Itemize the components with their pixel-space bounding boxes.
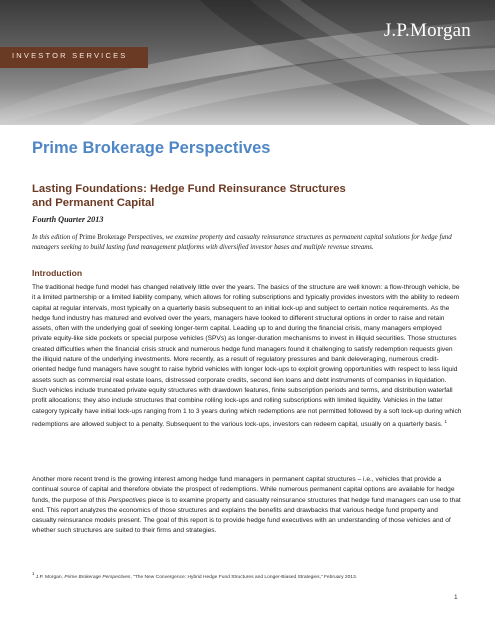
footnote-pre: J.P. Morgan, xyxy=(34,575,65,580)
report-subtitle xyxy=(32,182,462,210)
summary-pre: In this edition of xyxy=(32,234,80,241)
band-label: INVESTOR SERVICES xyxy=(12,51,128,60)
section-heading-introduction: Introduction xyxy=(32,268,83,278)
footnote xyxy=(32,571,357,580)
publication-title: Prime Brokerage Perspectives xyxy=(32,139,271,157)
paragraph-2-post: piece is to examine property and casualty reinsurance structures that hedge fund managers can use to that end. This report analyzes the economics of those structures and explains the benefits and drawbacks that various hedge fund property and casualty reinsurance models present. The goal of this report is to provide hedge fund executives with an understanding of those vehicles and of whether such structures are suited to their firms and strategies. xyxy=(32,496,461,535)
footnote-italic: Prime Brokerage Perspectives xyxy=(64,575,131,580)
jpmorgan-logo: J.P.Morgan xyxy=(383,20,471,41)
paragraph-2-italic: Perspectives xyxy=(108,496,146,504)
summary-publication: Prime Brokerage Perspectives xyxy=(79,234,163,241)
quarter-label: Fourth Quarter 2013 xyxy=(32,215,104,224)
page-number: 1 xyxy=(454,594,458,601)
paragraph-2-pre: Another more recent trend is the growing interest among hedge fund managers in permanent capital structures – i.e., vehicles that provide a continual source of capital and therefore obviate the prospect of redemptions. While numerous permanent capital options are available for hedge funds, the purpose of this xyxy=(32,476,455,504)
footnote-post: , “The New Convergence: Hybrid Hedge Fund Structures and Longer-Biased Strategies,” February 2013. xyxy=(130,575,358,580)
header-banner xyxy=(0,0,495,125)
investor-services-band xyxy=(0,47,148,68)
paragraph-1 xyxy=(32,283,462,430)
footnote-number: 1 xyxy=(32,571,35,576)
paragraph-2 xyxy=(32,475,462,537)
document-body xyxy=(32,139,462,535)
summary-post: , we examine property and casualty reinsurance structures as permanent capital solutions for hedge fund managers seeking to build lasting fund management platforms with diversified investor bases and multiple revenue streams. xyxy=(32,234,452,252)
footnote-ref-1[interactable]: 1 xyxy=(444,418,447,424)
edition-summary xyxy=(32,233,462,254)
paragraph-1-text: The traditional hedge fund model has changed relatively little over the years. The basics of the structure are well known: a flow-through vehicle, be it a limited partnership or a limited liability company, which allows for rolling subscriptions and typically provides investors with the ability to redeem capital at regular intervals, most typically on a quarterly basis subsequent to an initial lock-up and subject to certain notice requirements. As the hedge fund industry has matured and evolved over the years, managers have looked to different structural options in order to raise and retain assets, often with the underlying goal of seeking longer-term capital. Leading up to and during the financial crisis, many managers employed private equity-like side pockets or special purpose vehicles (SPVs) as longer-duration mechanisms to invest in illiquid securities. Those structures created difficulties when the financial crisis struck and numerous hedge fund managers found it challenging to satisfy redemption requests given the illiquid nature of the underlying investments. More recently, as a result of regulatory pressures and bank deleveraging, numerous credit-oriented hedge fund managers have sought to raise hybrid vehicles with longer lock-ups to exploit growing opportunities with respect to less liquid assets such as commercial real estate loans, distressed corporate credits, second lien loans and debt instruments of companies in liquidation. Such vehicles include truncated private equity structures with drawdown features, finite subscription periods and terms, and distribution waterfall profit allocations; they also include structures that combine rolling lock-ups and rolling subscriptions with limited liquidity. Vehicles in the latter category typically have initial lock-ups ranging from 1 to 3 years during which redemptions are not permitted followed by a soft lock-up during which redemptions are allowed subject to a penalty. Subsequent to the various lock-ups, investors can redeem capital, usually on a quarterly basis. xyxy=(32,284,462,428)
subtitle-line-1: Lasting Foundations: Hedge Fund Reinsurance Structures xyxy=(32,183,346,195)
subtitle-line-2: and Permanent Capital xyxy=(32,197,155,209)
